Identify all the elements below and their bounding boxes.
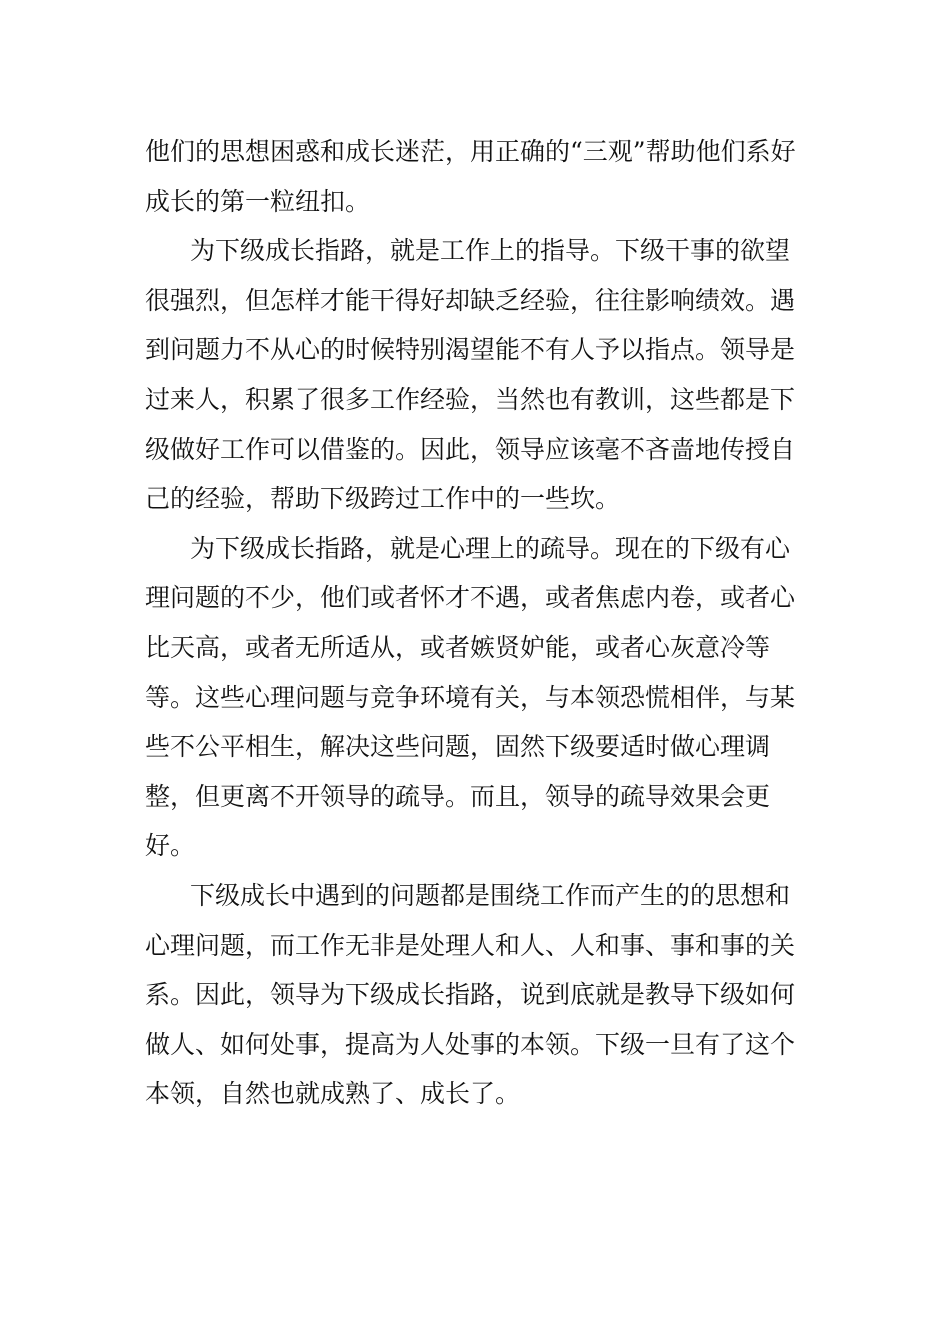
paragraph-continuation: 他们的思想困惑和成长迷茫，用正确的“三观”帮助他们系好成长的第一粒纽扣。 — [145, 137, 796, 216]
paragraph-work-guidance: 为下级成长指路，就是工作上的指导。下级干事的欲望很强烈，但怎样才能干得好却缺乏经验，往往影响绩效。遇到问题力不从心的时候特别渴望能不有人予以指点。领导是过来人，积累了很多工作经验，当然也有教训，这些都是下级做好工作可以借鉴的。因此，领导应该毫不吝啬地传授自己的经验，帮助下级跨过工作中的一些坎。 — [145, 236, 796, 514]
paragraph-psychological-guidance: 为下级成长指路，就是心理上的疏导。现在的下级有心理问题的不少，他们或者怀才不遇，或者焦虑内卷，或者心比天高，或者无所适从，或者嫉贤妒能，或者心灰意冷等等。这些心理问题与竞争环境有关，与本领恐慌相伴，与某些不公平相生，解决这些问题，固然下级要适时做心理调整，但更离不开领导的疏导。而且，领导的疏导效果会更好。 — [145, 533, 796, 861]
document-body — [145, 127, 807, 1119]
paragraph-conclusion: 下级成长中遇到的问题都是围绕工作而产生的的思想和心理问题，而工作无非是处理人和人、人和事、事和事的关系。因此，领导为下级成长指路，说到底就是教导下级如何做人、如何处事，提高为人处事的本领。下级一旦有了这个本领，自然也就成熟了、成长了。 — [145, 880, 796, 1109]
